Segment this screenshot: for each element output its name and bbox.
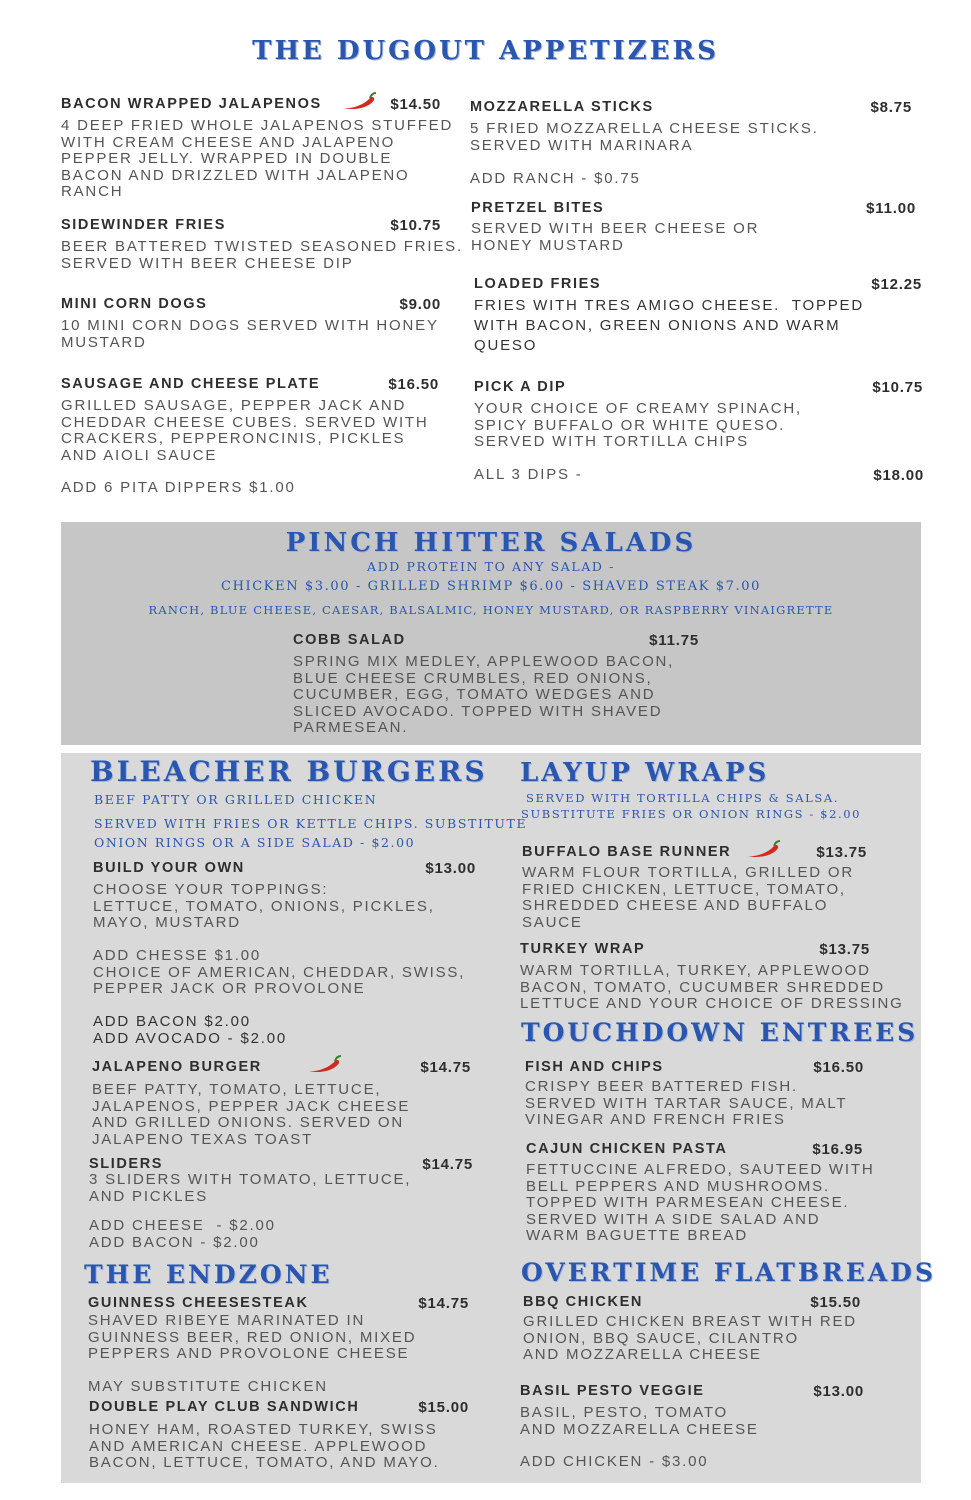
menu-item [471, 200, 916, 218]
item-name: GUINNESS CHEESESTEAK [88, 1295, 309, 1311]
item-description: GRILLED SAUSAGE, PEPPER JACK AND CHEDDAR CHEESE CUBES. SERVED WITH CRACKERS, PEPPERONCINIS, PICKLES AND AIOLI SAUCE [61, 397, 429, 464]
item-description: SPRING MIX MEDLEY, APPLEWOOD BACON, BLUE CHEESE CRUMBLES, RED ONIONS, CUCUMBER, EGG, TOMATO WEDGES AND SLICED AVOCADO. TOPPED WITH SHAVED PARMESEAN. [293, 653, 675, 736]
item-name: CAJUN CHICKEN PASTA [526, 1141, 728, 1157]
item-description: WARM FLOUR TORTILLA, GRILLED OR FRIED CHICKEN, LETTUCE, TOMATO, SHREDDED CHEESE AND BUFFALO SAUCE [522, 864, 854, 931]
item-description: BEEF PATTY, TOMATO, LETTUCE, JALAPENOS, PEPPER JACK CHEESE AND GRILLED ONIONS. SERVED ON JALAPENO TEXAS TOAST [92, 1081, 411, 1148]
item-price: $13.75 [816, 844, 867, 861]
entrees-heading: TOUCHDOWN ENTREES [521, 1018, 919, 1047]
item-name: BACON WRAPPED JALAPENOS [61, 96, 322, 112]
menu-item [520, 941, 870, 959]
item-price: $13.00 [813, 1383, 864, 1400]
menu-item [293, 632, 699, 650]
item-price: $10.75 [872, 379, 923, 396]
item-price: $15.50 [810, 1294, 861, 1311]
item-name: SIDEWINDER FRIES [61, 217, 226, 233]
item-price: $11.00 [866, 200, 916, 217]
menu-item [88, 1295, 469, 1313]
chili-pepper-icon [340, 92, 380, 112]
item-price: $14.75 [420, 1059, 471, 1076]
item-description: BEER BATTERED TWISTED SEASONED FRIES. SERVED WITH BEER CHEESE DIP [61, 238, 463, 272]
item-name: COBB SALAD [293, 632, 406, 648]
menu-item [474, 276, 922, 294]
salads-protein-note: ADD PROTEIN TO ANY SALAD - [367, 559, 615, 574]
chili-pepper-icon [305, 1055, 345, 1075]
item-name: PRETZEL BITES [471, 200, 605, 216]
salads-dressings: RANCH, BLUE CHEESE, CAESAR, BALSALMIC, HONEY MUSTARD, OR RASPBERRY VINAIGRETTE [148, 603, 834, 617]
menu-item [89, 1399, 469, 1417]
item-name: PICK A DIP [474, 379, 567, 395]
flatbreads-heading: OVERTIME FLATBREADS [521, 1258, 936, 1287]
item-addon: MAY SUBSTITUTE CHICKEN [88, 1378, 328, 1395]
menu-item [61, 296, 441, 314]
menu-item [474, 379, 923, 397]
item-description: SERVED WITH BEER CHEESE OR HONEY MUSTARD [471, 220, 760, 254]
burgers-sub-2: SERVED WITH FRIES OR KETTLE CHIPS. SUBSTITUTE [94, 816, 528, 831]
menu-item [470, 99, 912, 117]
item-price: $14.75 [418, 1295, 469, 1312]
wraps-heading: LAYUP WRAPS [520, 758, 770, 788]
item-addon: ADD 6 PITA DIPPERS $1.00 [61, 479, 296, 496]
item-name: DOUBLE PLAY CLUB SANDWICH [89, 1399, 360, 1415]
menu-item [61, 376, 439, 394]
menu-item [61, 96, 441, 114]
item-addon: ADD RANCH - $0.75 [470, 170, 641, 187]
burgers-heading: BLEACHER BURGERS [90, 755, 488, 788]
menu-item [93, 860, 476, 878]
item-name: MINI CORN DOGS [61, 296, 208, 312]
menu-item [61, 217, 441, 235]
menu-item [523, 1294, 861, 1312]
item-description: BASIL, PESTO, TOMATO AND MOZZARELLA CHEESE [520, 1404, 759, 1438]
appetizers-heading: THE DUGOUT APPETIZERS [252, 36, 719, 66]
salads-protein-prices: CHICKEN $3.00 - GRILLED SHRIMP $6.00 - SHAVED STEAK $7.00 [221, 579, 761, 594]
item-description: WARM TORTILLA, TURKEY, APPLEWOOD BACON, TOMATO, CUCUMBER SHREDDED LETTUCE AND YOUR CHOICE OF DRESSING [520, 962, 904, 1012]
menu-item [526, 1141, 863, 1159]
item-name: LOADED FRIES [474, 276, 602, 292]
item-price: $13.00 [425, 860, 476, 877]
item-price: $14.75 [422, 1156, 473, 1173]
item-description: 3 SLIDERS WITH TOMATO, LETTUCE, AND PICKLES [89, 1171, 412, 1205]
item-price: $15.00 [418, 1399, 469, 1416]
item-name: BUFFALO BASE RUNNER [522, 844, 732, 860]
menu-item [525, 1059, 864, 1077]
menu-item [92, 1059, 471, 1077]
wraps-sub-1: SERVED WITH TORTILLA CHIPS & SALSA. [526, 791, 840, 805]
item-price: $10.75 [390, 217, 441, 234]
item-description: YOUR CHOICE OF CREAMY SPINACH, SPICY BUFFALO OR WHITE QUESO. SERVED WITH TORTILLA CHIPS [474, 400, 802, 450]
burgers-sub-3: ONION RINGS OR A SIDE SALAD - $2.00 [94, 835, 416, 850]
item-description: 4 DEEP FRIED WHOLE JALAPENOS STUFFED WITH CREAM CHEESE AND JALAPENO PEPPER JELLY. WRAPPED IN DOUBLE BACON AND DRIZZLED WITH JALAPENO RANCH [61, 117, 454, 200]
item-description: 10 MINI CORN DOGS SERVED WITH HONEY MUSTARD [61, 317, 439, 351]
item-price: $11.75 [649, 632, 699, 649]
item-description: CRISPY BEER BATTERED FISH. SERVED WITH TARTAR SAUCE, MALT VINEGAR AND FRENCH FRIES [525, 1078, 848, 1128]
menu-item [520, 1383, 864, 1401]
item-price: $14.50 [390, 96, 441, 113]
item-name: SLIDERS [89, 1156, 164, 1172]
item-description: GRILLED CHICKEN BREAST WITH RED ONION, BBQ SAUCE, CILANTRO AND MOZZARELLA CHEESE [523, 1313, 857, 1363]
item-name: TURKEY WRAP [520, 941, 646, 957]
item-name: JALAPENO BURGER [92, 1059, 262, 1075]
item-price: $9.00 [399, 296, 441, 313]
item-description: CHOOSE YOUR TOPPINGS: LETTUCE, TOMATO, ONIONS, PICKLES, MAYO, MUSTARD [93, 881, 435, 931]
item-description: 5 FRIED MOZZARELLA CHEESE STICKS. SERVED WITH MARINARA [470, 120, 819, 154]
item-price: $16.50 [813, 1059, 864, 1076]
item-name: BBQ CHICKEN [523, 1294, 643, 1310]
item-description: FETTUCCINE ALFREDO, SAUTEED WITH BELL PEPPERS AND MUSHROOMS. TOPPED WITH PARMESEAN CHEESE. SERVED WITH A SIDE SALAD AND WARM BAGUETTE BREAD [526, 1161, 875, 1244]
item-price: $16.50 [388, 376, 439, 393]
item-price: $16.95 [812, 1141, 863, 1158]
item-addon: ALL 3 DIPS - [474, 466, 583, 483]
item-description: SHAVED RIBEYE MARINATED IN GUINNESS BEER, RED ONION, MIXED PEPPERS AND PROVOLONE CHEESE [88, 1312, 417, 1362]
item-addon: ADD CHESSE $1.00 CHOICE OF AMERICAN, CHEDDAR, SWISS, PEPPER JACK OR PROVOLONE [93, 947, 466, 997]
item-price: $8.75 [870, 99, 912, 116]
item-description: HONEY HAM, ROASTED TURKEY, SWISS AND AMERICAN CHEESE. APPLEWOOD BACON, LETTUCE, TOMATO, AND MAYO. [89, 1421, 440, 1471]
item-name: SAUSAGE AND CHEESE PLATE [61, 376, 321, 392]
item-price: $13.75 [819, 941, 870, 958]
wraps-sub-2: SUBSTITUTE FRIES OR ONION RINGS - $2.00 [521, 807, 862, 821]
item-addon: ADD CHICKEN - $3.00 [520, 1453, 709, 1470]
item-addon-price: $18.00 [873, 467, 924, 484]
item-price: $12.25 [871, 276, 922, 293]
item-name: MOZZARELLA STICKS [470, 99, 654, 115]
burgers-sub-1: BEEF PATTY OR GRILLED CHICKEN [94, 792, 378, 807]
endzone-heading: THE ENDZONE [84, 1260, 333, 1289]
item-description: FRIES WITH TRES AMIGO CHEESE. TOPPED WITH BACON, GREEN ONIONS AND WARM QUESO [474, 297, 864, 354]
chili-pepper-icon [744, 840, 784, 860]
salads-heading: PINCH HITTER SALADS [285, 528, 697, 558]
item-addon: ADD CHEESE - $2.00 ADD BACON - $2.00 [89, 1217, 276, 1251]
item-addon: ADD BACON $2.00 ADD AVOCADO - $2.00 [93, 1013, 287, 1047]
item-name: BASIL PESTO VEGGIE [520, 1383, 705, 1399]
item-name: BUILD YOUR OWN [93, 860, 245, 876]
menu-item [522, 844, 867, 862]
item-name: FISH AND CHIPS [525, 1059, 664, 1075]
